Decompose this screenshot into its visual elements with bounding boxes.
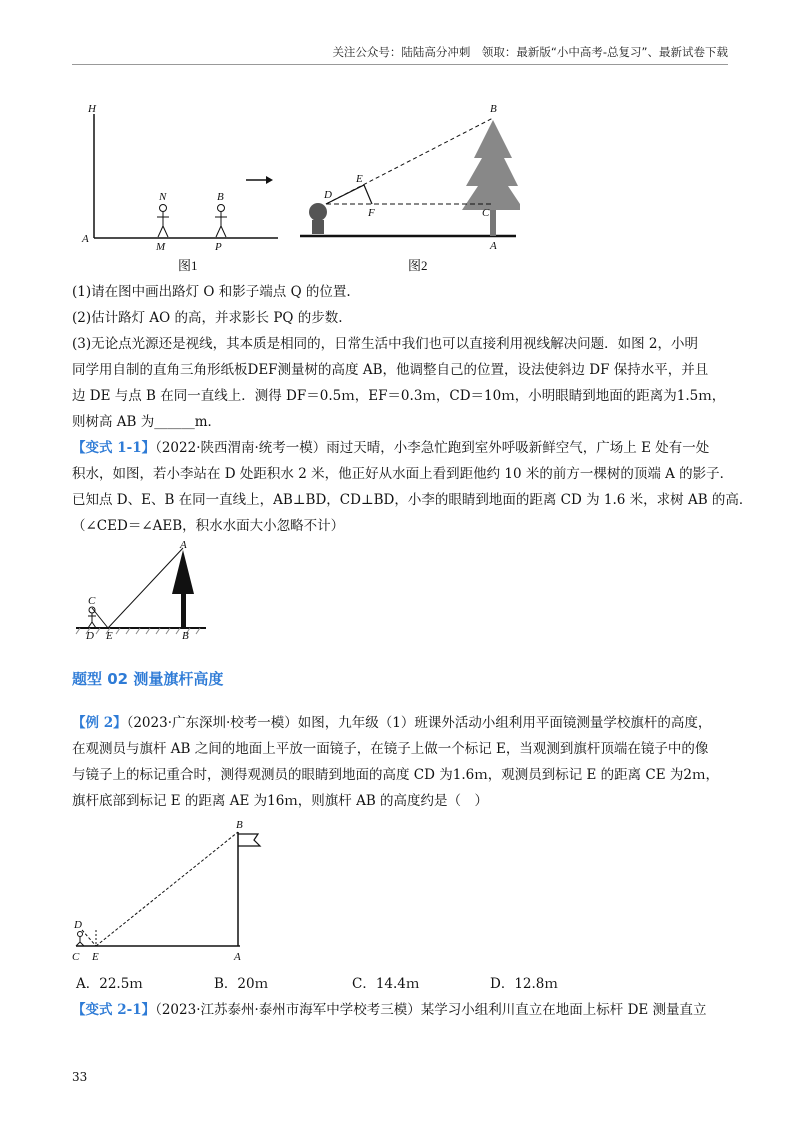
variant-1-1-line-4: （∠CED＝∠AEB，积水水面大小忽略不计） [72, 518, 345, 534]
person-silhouette-icon [309, 203, 327, 234]
ex2-label-E: E [92, 951, 99, 963]
example-2-tag: 【例 2】 [72, 715, 127, 731]
variant-1-1-tag: 【变式 1-1】 [72, 440, 156, 456]
question-3-line-3: 边 DE 与点 B 在同一直线上．测得 DF＝0.5ｍ，EF＝0.3ｍ，CD＝10ｍ，小明眼睛到地面的距离为1.5ｍ， [72, 388, 726, 404]
ex2-label-C: C [72, 951, 80, 963]
question-3-line-2: 同学用自制的直角三角形纸板DEF测量树的高度 AB，他调整自己的位置，设法使斜边 DF 保持水平，并且 [72, 362, 709, 378]
example-2-figure [70, 816, 270, 966]
variant-1-1-figure [74, 540, 214, 644]
fig1-caption: 图1 [178, 258, 198, 273]
fig2-label-D: D [324, 189, 332, 201]
figure-2 [296, 96, 520, 274]
variant-2-1-tag: 【变式 2-1】 [72, 1002, 156, 1018]
person-icon [88, 607, 96, 628]
answer-options [76, 972, 696, 992]
v11-label-B: B [182, 630, 189, 642]
v11-label-A: A [180, 540, 187, 551]
fig2-label-C: C [482, 207, 490, 219]
page-number: 33 [72, 1070, 88, 1084]
fig1-label-P: P [215, 241, 222, 253]
option-b[interactable]: B．20ｍ [214, 976, 269, 992]
variant-2-1-line [72, 997, 732, 1023]
fig2-label-A: A [490, 240, 497, 252]
person-icon [157, 205, 169, 238]
person-icon [76, 932, 84, 947]
fig1-label-M: M [156, 241, 166, 253]
variant-1-1-line-1 [72, 435, 732, 461]
fig2-caption: 图2 [408, 258, 428, 273]
option-a[interactable]: A．22.5ｍ [76, 976, 143, 992]
fig1-label-B: B [217, 191, 224, 203]
page-header: 关注公众号：陆陆高分冲刺 领取：最新版“小中高考-总复习”、最新试卷下载 [332, 45, 728, 59]
fig2-label-B: B [490, 103, 497, 115]
header-rule [72, 64, 728, 65]
tree-icon [462, 120, 520, 236]
ex2-label-B: B [236, 819, 243, 831]
example-2-line-4: 旗杆底部到标记 E 的距离 AE 为16ｍ，则旗杆 AB 的高度约是（ ） [72, 793, 489, 809]
question-2: (2)估计路灯 AO 的高，并求影长 PQ 的步数. [72, 310, 343, 326]
ex2-label-D: D [74, 919, 82, 931]
fig1-label-N: N [159, 191, 167, 203]
person-icon [215, 205, 227, 238]
option-d[interactable]: D．12.8ｍ [490, 976, 558, 992]
example-2-line-2: 在观测员与旗杆 AB 之间的地面上平放一面镜子，在镜子上做一个标记 E，当观测到旗杆顶端在镜子中的像 [72, 741, 709, 757]
fig1-label-A: A [82, 233, 89, 245]
v11-label-C: C [88, 595, 96, 607]
question-3-line-1: (3)无论点光源还是视线，其本质是相同的，日常生活中我们也可以直接利用视线解决问题．如图 2，小明 [72, 336, 699, 352]
section-title: 题型 02 测量旗杆高度 [72, 670, 224, 688]
example-2-line-1 [72, 710, 732, 736]
example-2-text: （2023·广东深圳·校考一模）如图，九年级（1）班课外活动小组利用平面镜测量学校旗杆的高度， [126, 715, 712, 731]
v11-label-E: E [106, 630, 113, 642]
arrow-right-icon [244, 172, 274, 188]
variant-1-1-line-3: 已知点 D、E、B 在同一直线上，AB⊥BD，CD⊥BD，小李的眼睛到地面的距离 CD 为 1.6 米，求树 AB 的高． [72, 492, 753, 508]
fig2-label-E: E [356, 173, 363, 185]
v11-label-D: D [86, 630, 94, 642]
fig1-label-H: H [88, 103, 96, 115]
example-2-line-3: 与镜子上的标记重合时，测得观测员的眼睛到地面的高度 CD 为1.6ｍ，观测员到标记 E 的距离 CE 为2ｍ， [72, 767, 719, 783]
question-3-line-4: 则树高 AB 为______m． [72, 414, 222, 430]
option-c[interactable]: C．14.4ｍ [352, 976, 420, 992]
variant-1-1-line-2: 积水，如图，若小李站在 D 处距积水 2 米，他正好从水面上看到距他约 10 米的前方一棵树的顶端 A 的影子． [72, 466, 734, 482]
question-1: (1)请在图中画出路灯 O 和影子端点 Q 的位置. [72, 284, 351, 300]
variant-2-1-text: （2023·江苏泰州·泰州市海军中学校考三模）某学习小组利川直立在地面上标杆 DE 测量直立 [155, 1002, 707, 1018]
ex2-label-A: A [234, 951, 241, 963]
variant-1-1-text: （2022·陕西渭南·统考一模）雨过天晴，小李急忙跑到室外呼吸新鲜空气，广场上 E 处有一处 [155, 440, 710, 456]
fig2-label-F: F [368, 207, 375, 219]
